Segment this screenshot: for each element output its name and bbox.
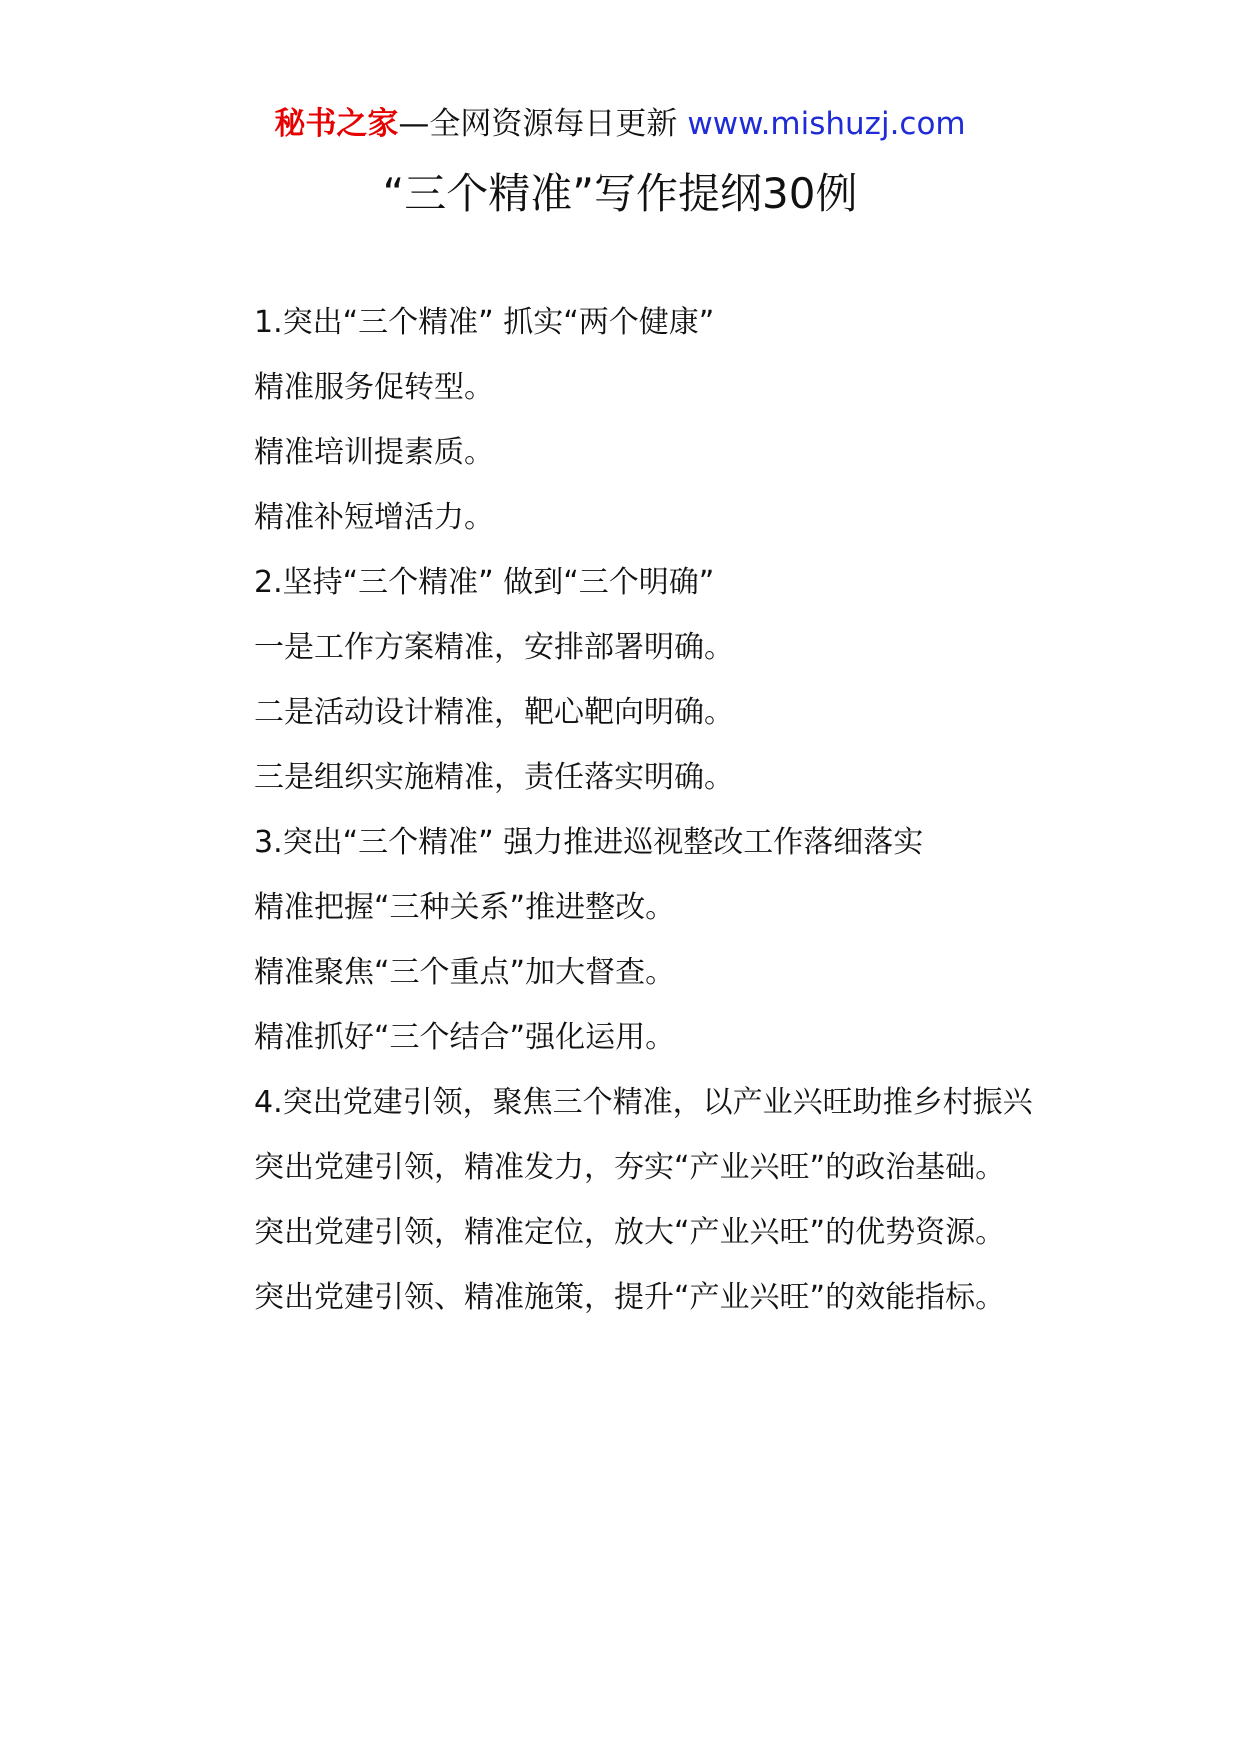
section-heading-2: 2.坚持“三个精准” 做到“三个明确” xyxy=(254,565,715,600)
section-heading-3: 3.突出“三个精准” 强力推进巡视整改工作落细落实 xyxy=(254,825,924,860)
body-paragraph: 突出党建引领，精准发力，夯实“产业兴旺”的政治基础。 xyxy=(254,1150,1006,1185)
section-heading-4: 4.突出党建引领，聚焦三个精准，以产业兴旺助推乡村振兴 xyxy=(254,1085,1033,1120)
body-paragraph: 精准抓好“三个结合”强化运用。 xyxy=(254,1020,676,1055)
body-paragraph: 三是组织实施精准，责任落实明确。 xyxy=(254,760,734,795)
body-paragraph: 精准把握“三种关系”推进整改。 xyxy=(254,890,676,925)
site-header xyxy=(0,102,1240,146)
body-paragraph: 精准聚焦“三个重点”加大督查。 xyxy=(254,955,676,990)
section-heading-1: 1.突出“三个精准” 抓实“两个健康” xyxy=(254,305,715,340)
body-paragraph: 突出党建引领、精准施策，提升“产业兴旺”的效能指标。 xyxy=(254,1280,1006,1315)
document-title: “三个精准”写作提纲30例 xyxy=(382,169,858,218)
body-paragraph: 精准培训提素质。 xyxy=(254,435,494,470)
body-paragraph: 二是活动设计精准，靶心靶向明确。 xyxy=(254,695,734,730)
site-url: www.mishuzj.com xyxy=(687,106,966,142)
document-body xyxy=(188,290,1048,1330)
site-tagline: —全网资源每日更新 xyxy=(398,106,678,142)
body-paragraph: 精准服务促转型。 xyxy=(254,370,494,405)
brand-name: 秘书之家 xyxy=(274,106,399,142)
body-paragraph: 一是工作方案精准，安排部署明确。 xyxy=(254,630,734,665)
body-paragraph: 突出党建引领，精准定位，放大“产业兴旺”的优势资源。 xyxy=(254,1215,1006,1250)
body-paragraph: 精准补短增活力。 xyxy=(254,500,494,535)
